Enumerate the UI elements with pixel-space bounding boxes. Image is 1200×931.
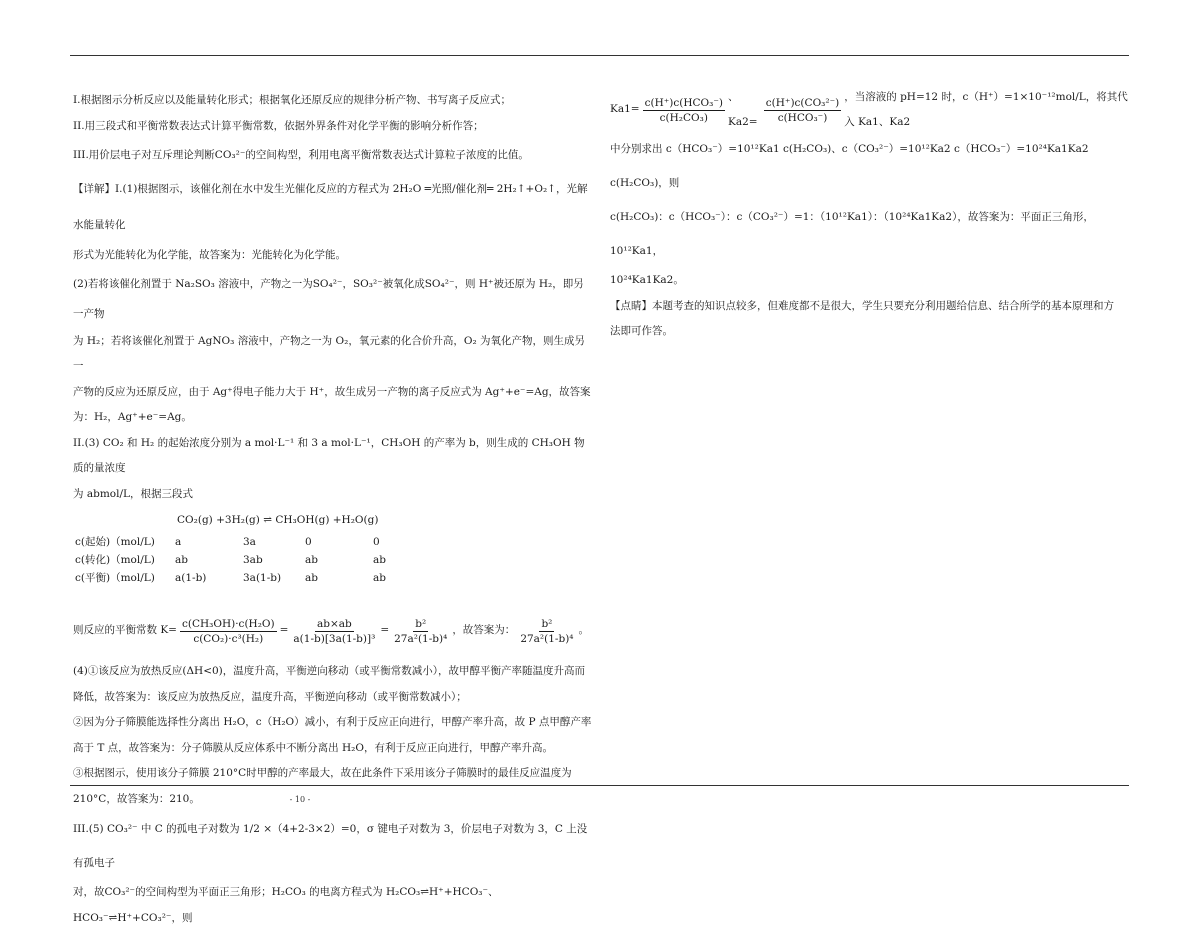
denominator: 27a²(1-b)⁴	[520, 632, 574, 645]
text-line: 产物的反应为还原反应，由于 Ag⁺得电子能力大于 H⁺，故生成另一产物的离子反应式为 Ag⁺+e⁻=Ag，故答案	[73, 385, 591, 398]
equilibrium-constant-line: 则反应的平衡常数 K= $\frac{\text{c(CH₃OH)·c(H₂O)}}{\text{c(CO₂)·c³(H₂)}}$ = $\frac{ab\times ab}{\text{a(1-b)[3a(1-b)]³}}$ = $\frac{\text{b²}}{\text{27a²(1-b)⁴}}$ ，故答案为： $\frac{\text{b²}}{\text{27a²(1-b)⁴}}$ 。	[73, 617, 589, 645]
k-suffix: 。	[578, 624, 589, 637]
table-cell: 0	[305, 536, 312, 548]
text-line: III.用价层电子对互斥理论判断CO₃²⁻的空间构型，利用电离平衡常数表达式计算粒子浓度的比值。	[73, 149, 529, 161]
text-line: 高于 T 点，故答案为：分子筛膜从反应体系中不断分离出 H₂O，有利于反应正向进行，甲醇产率升高。	[73, 741, 553, 754]
text-line: 10²⁴Ka1Ka2。	[610, 274, 684, 286]
fraction	[392, 617, 449, 646]
table-cell: ab	[175, 554, 188, 566]
text-line: (2)若将该催化剂置于 Na₂SO₃ 溶液中，产物之一为SO₄²⁻，SO₃²⁻被氧化成SO₄²⁻，则 H⁺被还原为 H₂，即另一产物	[73, 277, 584, 320]
table-cell: ab	[373, 554, 386, 566]
table-cell: ab	[305, 572, 318, 584]
text-line: III.(5) CO₃²⁻ 中 C 的孤电子对数为 1/2 ×（4+2-3×2）=0，σ 键电子对数为 3，价层电子对数为 3，C 上没有孤电子	[73, 823, 588, 869]
fraction	[291, 617, 377, 646]
table-cell: a	[175, 536, 182, 548]
denominator: c(HCO₃⁻)	[777, 111, 828, 124]
footer-rule	[70, 785, 1129, 786]
table-cell: ab	[305, 554, 318, 566]
numerator: b²	[541, 617, 553, 630]
denominator: 27a²(1-b)⁴	[394, 632, 448, 645]
table-cell: c(平衡)（mol/L)	[75, 572, 155, 584]
table-row	[75, 533, 593, 551]
header-rule	[70, 55, 1129, 56]
table-row	[75, 551, 593, 569]
page-number: - 10 -	[289, 795, 311, 804]
table-row	[75, 569, 593, 587]
table-cell: 0	[373, 536, 380, 548]
text-line: c(H₂CO₃)：c（HCO₃⁻）：c（CO₃²⁻）=1：（10¹²Ka1）：（10²⁴Ka1Ka2），故答案为：平面正三角形，10¹²Ka1，	[610, 211, 1094, 257]
numerator: ab×ab	[316, 617, 352, 630]
ka1-label: Ka1=	[610, 103, 640, 116]
text-line: (4)①该反应为放热反应(ΔH<0)，温度升高，平衡逆向移动（或平衡常数减小），故甲醇平衡产率随温度升高而	[73, 665, 586, 677]
text-line: 降低，故答案为：该反应为放热反应，温度升高，平衡逆向移动（或平衡常数减小）；	[73, 690, 467, 703]
text-line: 210°C，故答案为：210。	[73, 792, 200, 805]
table-cell: 3a(1-b)	[243, 572, 282, 584]
fraction	[180, 617, 277, 646]
table-cell: 3ab	[243, 554, 263, 566]
denominator: c(CO₂)·c³(H₂)	[193, 632, 264, 645]
table-cell: c(起始)（mol/L)	[75, 536, 155, 548]
table-cell: ab	[373, 572, 386, 584]
text-line: 为 abmol/L，根据三段式	[73, 487, 193, 500]
table-cell: a(1-b)	[175, 572, 207, 584]
numerator: c(H⁺)c(CO₃²⁻)	[765, 96, 840, 109]
k-prefix: 则反应的平衡常数 K=	[73, 624, 177, 637]
right-column	[610, 88, 1130, 345]
numerator: c(CH₃OH)·c(H₂O)	[181, 617, 275, 630]
numerator: c(H⁺)c(HCO₃⁻)	[644, 96, 723, 109]
text-line: ②因为分子筛膜能选择性分离出 H₂O，c（H₂O）减小，有利于反应正向进行，甲醇产率升高，故 P 点甲醇产率	[73, 716, 592, 728]
denominator: a(1-b)[3a(1-b)]³	[293, 632, 376, 645]
ka2-label: 、Ka2=	[728, 90, 758, 128]
denominator: c(H₂CO₃)	[659, 111, 708, 124]
text-line: 法即可作答。	[610, 325, 673, 337]
text-line: II.用三段式和平衡常数表达式计算平衡常数，依据外界条件对化学平衡的影响分析作答；	[73, 119, 484, 132]
text-line: 中分别求出 c（HCO₃⁻）=10¹²Ka1 c(H₂CO₃)、c（CO₃²⁻）=10¹²Ka2 c（HCO₃⁻）=10²⁴Ka1Ka2 c(H₂CO₃)，则	[610, 143, 1089, 189]
text-line: 为 H₂；若将该催化剂置于 AgNO₃ 溶液中，产物之一为 O₂，氧元素的化合价升高，O₂ 为氧化产物，则生成另一	[73, 334, 585, 372]
text-line: 【详解】I.(1)根据图示，该催化剂在水中发生光催化反应的方程式为 2H₂O ═光照/催化剂═ 2H₂↑+O₂↑，光解水能量转化	[73, 183, 588, 231]
text-line: 【点睛】本题考查的知识点较多，但难度都不是很大，学生只要充分利用题给信息、结合所学的基本原理和方	[610, 299, 1114, 312]
ionization-constant-line	[610, 88, 1130, 132]
text-line: 形式为光能转化为化学能，故答案为：光能转化为化学能。	[73, 249, 346, 261]
text-line: 对，故CO₃²⁻的空间构型为平面正三角形；H₂CO₃ 的电离方程式为 H₂CO₃⇌H⁺+HCO₃⁻、HCO₃⁻⇌H⁺+CO₃²⁻，则	[73, 886, 499, 924]
fraction	[643, 96, 725, 125]
left-column	[73, 88, 593, 931]
table-cell: 3a	[243, 536, 256, 548]
ka-tail: ，当溶液的 pH=12 时，c（H⁺）=1×10⁻¹²mol/L，将其代入 Ka1、Ka2	[844, 90, 1128, 128]
three-stage-table	[75, 507, 593, 587]
numerator: b²	[415, 617, 427, 630]
table-cell: c(转化)（mol/L)	[75, 554, 155, 566]
fraction	[764, 96, 841, 125]
text-line: I.根据图示分析反应以及能量转化形式；根据氧化还原反应的规律分析产物、书写离子反应式；	[73, 94, 511, 106]
k-mid: ，故答案为：	[452, 624, 516, 637]
text-line: II.(3) CO₂ 和 H₂ 的起始浓度分别为 a mol·L⁻¹ 和 3 a mol·L⁻¹，CH₃OH 的产率为 b，则生成的 CH₃OH 物质的量浓度	[73, 436, 585, 474]
fraction	[518, 617, 575, 646]
text-line: ③根据图示，使用该分子筛膜 210°C时甲醇的产率最大，故在此条件下采用该分子筛膜时的最佳反应温度为	[73, 767, 572, 779]
equation-head: CO₂(g) +3H₂(g) ⇌ CH₃OH(g) +H₂O(g)	[177, 514, 379, 526]
text-line: 为：H₂，Ag⁺+e⁻=Ag。	[73, 411, 192, 423]
